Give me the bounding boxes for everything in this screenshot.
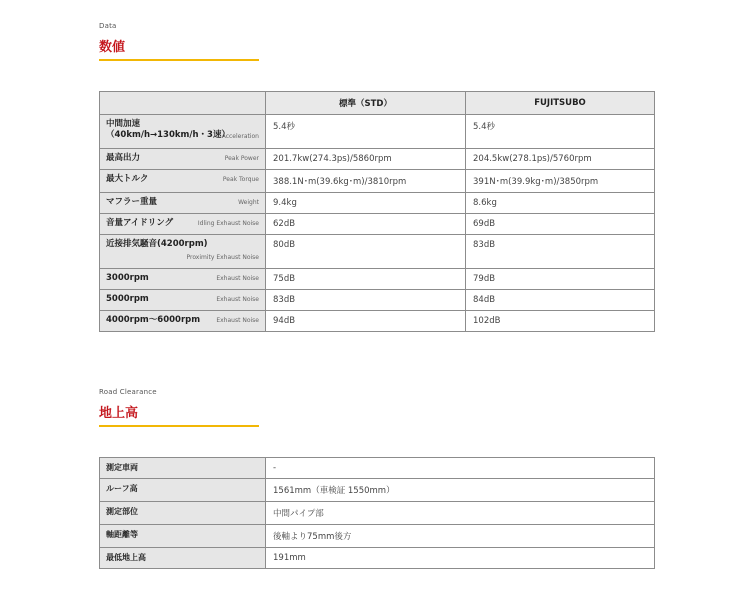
row-label-jp: 音量アイドリング (106, 218, 174, 228)
row-label-en: Peak Torque (222, 176, 259, 183)
row-label (100, 193, 266, 214)
value-std: 75dB (266, 269, 466, 290)
data-section-header (99, 22, 259, 61)
row-label-jp: 4000rpm～6000rpm (106, 315, 201, 325)
row-label-jp: 測定車両 (106, 463, 138, 472)
table-row (100, 170, 655, 193)
table-row (100, 311, 655, 332)
table-row (100, 235, 655, 269)
section-label-clearance: Road Clearance (99, 388, 157, 396)
table-row (100, 115, 655, 149)
value-fujitsubo: 69dB (466, 214, 655, 235)
row-label-en: Exhaust Noise (216, 317, 259, 324)
value-fujitsubo: 83dB (466, 235, 655, 269)
table-row (100, 458, 655, 479)
value-std: 388.1N･m(39.6kg･m)/3810rpm (266, 170, 466, 193)
value-fujitsubo: 102dB (466, 311, 655, 332)
header-cell-fujitsubo: FUJITSUBO (466, 92, 655, 115)
row-label-en: Idling Exhaust Noise (197, 220, 259, 227)
value-std: 201.7kw(274.3ps)/5860rpm (266, 149, 466, 170)
row-label-en: Exhaust Noise (216, 275, 259, 282)
row-label (100, 149, 266, 170)
row-label (100, 214, 266, 235)
table-row (100, 548, 655, 569)
table-row (100, 479, 655, 502)
row-label-en: Proximity Exhaust Noise (186, 254, 259, 261)
value-std: 94dB (266, 311, 466, 332)
row-label (100, 311, 266, 332)
table-row (100, 290, 655, 311)
value-std: 83dB (266, 290, 466, 311)
row-label-en: Exhaust Noise (216, 296, 259, 303)
row-label (100, 290, 266, 311)
value-fujitsubo: 84dB (466, 290, 655, 311)
value-fujitsubo: 79dB (466, 269, 655, 290)
row-value: 中間パイプ部 (266, 502, 655, 525)
clearance-section-header (99, 388, 259, 427)
table-row (100, 525, 655, 548)
row-label-jp: 3000rpm (106, 273, 149, 283)
row-value: - (266, 458, 655, 479)
table-row (100, 149, 655, 170)
row-value: 後軸より75mm後方 (266, 525, 655, 548)
row-label-jp: 軸距離等 (106, 530, 138, 539)
table-row (100, 193, 655, 214)
row-label (100, 269, 266, 290)
value-std: 5.4秒 (266, 115, 466, 149)
row-label (100, 548, 266, 569)
clearance-table (99, 457, 655, 569)
table-header-row (100, 92, 655, 115)
row-label-jp: 測定部位 (106, 507, 138, 516)
row-value: 1561mm（車検証 1550mm） (266, 479, 655, 502)
value-std: 62dB (266, 214, 466, 235)
table-row (100, 214, 655, 235)
row-value: 191mm (266, 548, 655, 569)
row-label-en: Acceleration (221, 133, 259, 140)
row-label (100, 235, 266, 269)
performance-table (99, 91, 655, 332)
table-row (100, 269, 655, 290)
table-row (100, 502, 655, 525)
value-fujitsubo: 204.5kw(278.1ps)/5760rpm (466, 149, 655, 170)
section-divider (99, 59, 259, 61)
row-label (100, 458, 266, 479)
value-fujitsubo: 5.4秒 (466, 115, 655, 149)
section-title-data: 数値 (99, 40, 126, 55)
row-label-jp: ルーフ高 (106, 484, 138, 493)
row-label-jp: 最低地上高 (106, 553, 146, 562)
value-std: 9.4kg (266, 193, 466, 214)
row-label (100, 170, 266, 193)
value-std: 80dB (266, 235, 466, 269)
row-label-en: Weight (238, 199, 259, 206)
row-label-en: Peak Power (224, 155, 259, 162)
row-label-jp: 5000rpm (106, 294, 149, 304)
value-fujitsubo: 391N･m(39.9kg･m)/3850rpm (466, 170, 655, 193)
section-divider (99, 425, 259, 427)
row-label (100, 115, 266, 149)
header-cell-blank (100, 92, 266, 115)
value-fujitsubo: 8.6kg (466, 193, 655, 214)
row-label (100, 525, 266, 548)
header-cell-std: 標準（STD） (266, 92, 466, 115)
row-label-jp: マフラー重量 (106, 197, 158, 207)
row-label-jp: 中間加速（40km/h→130km/h・3速） (106, 119, 230, 140)
section-label-data: Data (99, 22, 117, 30)
row-label (100, 479, 266, 502)
row-label-jp: 最大トルク (106, 174, 149, 184)
row-label (100, 502, 266, 525)
row-label-jp: 最高出力 (106, 153, 141, 163)
row-label-jp: 近接排気騒音(4200rpm) (106, 239, 208, 249)
section-title-clearance: 地上高 (99, 406, 139, 421)
